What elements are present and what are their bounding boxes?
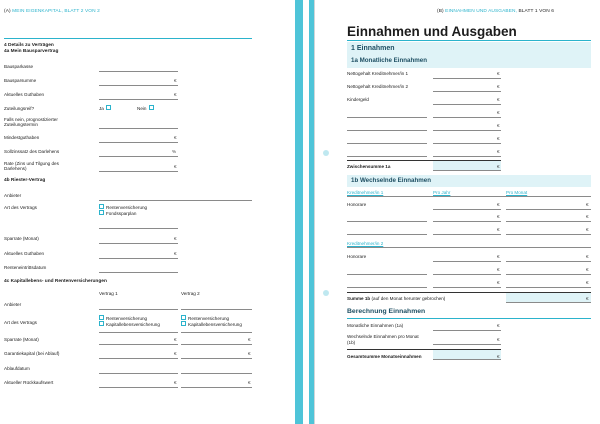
k2-extra-2-label-field[interactable]: [347, 287, 427, 288]
k1-extra-2-label-field[interactable]: [347, 234, 427, 235]
nettogehalt-1-field[interactable]: [433, 78, 501, 79]
summe-1b-field[interactable]: [506, 293, 591, 303]
k2-extra-1-label-field[interactable]: [347, 274, 427, 275]
right-page-header: [437, 9, 554, 15]
k2-extra-1-monat-unit: €: [586, 267, 589, 272]
vertrag-2-rueckkaufswert-field[interactable]: [181, 387, 252, 388]
zuteilungstermin-field[interactable]: [99, 128, 178, 129]
riester-anbieter-label: Anbieter: [4, 193, 22, 198]
monatliche-einnahmen-unit: €: [497, 323, 500, 328]
left-page: [0, 0, 295, 424]
zuteilung-no-label: Nein: [137, 106, 147, 111]
extra-income-4-field[interactable]: [433, 156, 501, 157]
riester-guthaben-label: Aktuelles Guthaben: [4, 251, 45, 256]
vertrag-1-kapitalleben-label: Kapitallebensversicherung: [106, 322, 160, 327]
col-pro-jahr: Pro Jahr: [433, 190, 451, 195]
gesamtsumme-label: Gesamtsumme Monatseinnahmen: [347, 354, 422, 359]
vertrag-1-kapitalleben-checkbox[interactable]: [99, 321, 104, 326]
col-pro-monat: Pro Monat: [506, 190, 528, 195]
riester-art-label: Art des Vertrags: [4, 205, 37, 210]
k2-extra-1-jahr-field[interactable]: [433, 274, 501, 275]
col-header-rule: [347, 196, 591, 197]
riester-art-field[interactable]: [99, 228, 178, 229]
sollzinssatz-field[interactable]: [99, 156, 178, 157]
extra-income-2-unit: €: [497, 123, 500, 128]
extra-income-1-label-field[interactable]: [347, 117, 427, 118]
extra-income-4-unit: €: [497, 149, 500, 154]
vertrag-1-garantiekapital-field[interactable]: [99, 358, 178, 359]
extra-income-2-label-field[interactable]: [347, 130, 427, 131]
binding-stripe-left: [295, 0, 303, 424]
zuteilung-no-checkbox[interactable]: [149, 105, 154, 110]
summe-1b-unit: €: [586, 296, 589, 301]
section-4a-title: 4a Mein Bausparvertrag: [4, 49, 59, 54]
monatliche-einnahmen-field[interactable]: [433, 330, 501, 331]
zuteilungsreif-label: Zuteilungsreif?: [4, 106, 35, 111]
vertrag-1-ablaufdatum-field[interactable]: [99, 373, 178, 374]
zuteilung-yes-checkbox[interactable]: [106, 105, 111, 110]
vertrag-1-rentenversicherung-checkbox[interactable]: [99, 315, 104, 320]
riester-guthaben-unit: €: [174, 251, 177, 256]
extra-income-3-field[interactable]: [433, 143, 501, 144]
riester-fondssparplan-checkbox[interactable]: [99, 210, 104, 215]
vertrag-2-kapitalleben-label: Kapitallebensversicherung: [188, 322, 242, 327]
section-1-title: 1 Einnahmen: [351, 45, 395, 52]
kindergeld-unit: €: [497, 97, 500, 102]
extra-income-4-label-field[interactable]: [347, 156, 427, 157]
nettogehalt-2-field[interactable]: [433, 91, 501, 92]
k2-header-rule: [347, 247, 591, 248]
riester-guthaben-field[interactable]: [99, 258, 178, 259]
extra-income-2-field[interactable]: [433, 130, 501, 131]
bausparsumme-label: Bausparsumme: [4, 78, 37, 83]
riester-sparrate-unit: €: [174, 236, 177, 241]
vertrag-1-rueckkaufswert-unit: €: [174, 380, 177, 385]
rate-unit: €: [174, 164, 177, 169]
bausparsumme-field[interactable]: [99, 85, 178, 86]
k2-extra-2-monat-unit: €: [586, 280, 589, 285]
vertrag-2-garantiekapital-field[interactable]: [181, 358, 252, 359]
wechselnde-einnahmen-unit: €: [497, 337, 500, 342]
vertrag-1-anbieter-field[interactable]: [99, 309, 178, 310]
k1-extra-2-jahr-unit: €: [497, 227, 500, 232]
zuteilungstermin-label-1: Falls nein, prognostizierter: [4, 117, 58, 122]
guthaben-field[interactable]: [99, 99, 178, 100]
right-header-title: EINNAHMEN UND AUSGABEN,: [445, 9, 518, 14]
kindergeld-field[interactable]: [433, 104, 501, 105]
ablaufdatum-label: Ablaufdatum: [4, 366, 30, 371]
k1-extra-1-jahr-unit: €: [497, 214, 500, 219]
kindergeld-label: Kindergeld: [347, 97, 369, 102]
honorare-1-jahr-field[interactable]: [433, 209, 501, 210]
wechselnde-einnahmen-label: Wechselnde Einnahmen pro Monat: [347, 334, 419, 339]
extra-income-3-unit: €: [497, 136, 500, 141]
honorare-1-label: Honorare: [347, 202, 367, 207]
k1-extra-1-jahr-field[interactable]: [433, 221, 501, 222]
summe-1b-label-note: (auf den Monat herunter gebrochen): [371, 296, 446, 301]
honorare-2-jahr-field[interactable]: [433, 261, 501, 262]
k1-extra-1-monat-unit: €: [586, 214, 589, 219]
honorare-2-label: Honorare: [347, 254, 367, 259]
vertrag-2-garantiekapital-unit: €: [248, 351, 251, 356]
right-header-suffix: BLATT 1 VON 6: [518, 9, 554, 14]
sollzinssatz-unit: %: [172, 149, 177, 154]
riester-sparrate-label: Sparrate (Monat): [4, 236, 39, 241]
riester-anbieter-field[interactable]: [99, 200, 252, 201]
k1-extra-1-label-field[interactable]: [347, 221, 427, 222]
honorare-2-jahr-unit: €: [497, 254, 500, 259]
bausparkasse-label: Bausparkasse: [4, 64, 34, 69]
vertrag-2-header: Vertrag 2: [181, 291, 200, 296]
wechselnde-einnahmen-label-2: (1b): [347, 340, 356, 345]
bausparsumme-unit: €: [174, 78, 177, 83]
honorare-2-monat-unit: €: [586, 254, 589, 259]
vertrag-2-anbieter-field[interactable]: [181, 309, 252, 310]
right-header-marker: (B): [437, 9, 444, 14]
k2-extra-2-monat-field[interactable]: [506, 287, 591, 288]
left-header-title: MEIN EIGENKAPITAL, BLATT 2 VON 2: [12, 9, 100, 14]
summe-1b-label: [347, 296, 445, 301]
k2-extra-2-jahr-unit: €: [497, 280, 500, 285]
honorare-2-monat-field[interactable]: [506, 261, 591, 262]
k1-extra-2-monat-field[interactable]: [506, 234, 591, 235]
zuteilungstermin-label-2: Zuteilungstermin: [4, 122, 38, 127]
vertrag-2-rentenversicherung-label: Rentenversicherung: [188, 316, 230, 321]
honorare-1-monat-field[interactable]: [506, 209, 591, 210]
extra-income-1-unit: €: [497, 110, 500, 115]
section-4b-title: 4b Riester-Vertrag: [4, 178, 46, 183]
rate-label-2: Darlehens): [4, 166, 27, 171]
nettogehalt-1-unit: €: [497, 71, 500, 76]
vertrag-1-rueckkaufswert-field[interactable]: [99, 387, 178, 388]
guthaben-label: Aktuelles Guthaben: [4, 92, 45, 97]
vertrag-2-kapitalleben-checkbox[interactable]: [181, 321, 186, 326]
berechnung-title: Berechnung Einnahmen: [347, 308, 426, 315]
bausparkasse-field[interactable]: [99, 71, 178, 72]
riester-fondssparplan-label: Fondssparplan: [106, 211, 137, 216]
garantiekapital-label: Garantiekapital (bei Ablauf): [4, 351, 60, 356]
vertrag-2-rentenversicherung-checkbox[interactable]: [181, 315, 186, 320]
rate-label-1: Rate (Zins und Tilgung des: [4, 161, 59, 166]
k2-extra-2-jahr-field[interactable]: [433, 287, 501, 288]
right-page: [315, 0, 600, 424]
nettogehalt-2-unit: €: [497, 84, 500, 89]
zwischensumme-label: Zwischensumme 1a: [347, 164, 391, 169]
mindestguthaben-unit: €: [174, 135, 177, 140]
k1-extra-2-monat-unit: €: [586, 227, 589, 232]
riester-rentenversicherung-label: Rentenversicherung: [106, 205, 148, 210]
vertrag-anbieter-label: Anbieter: [4, 302, 22, 307]
left-section-rule: [4, 38, 252, 39]
sollzinssatz-label: Sollzinssatz des Darlehens: [4, 149, 60, 154]
vertrag-1-garantiekapital-unit: €: [174, 351, 177, 356]
summe-1b-label-bold: Summe 1b: [347, 296, 371, 301]
vertrag-1-rentenversicherung-label: Rentenversicherung: [106, 316, 148, 321]
k1-extra-2-jahr-field[interactable]: [433, 234, 501, 235]
left-page-header: [4, 9, 100, 15]
zwischensumme-field[interactable]: [433, 161, 501, 171]
vertrag-2-rueckkaufswert-unit: €: [248, 380, 251, 385]
nettogehalt-1-label: Nettogehalt Kreditnehmer/in 1: [347, 71, 409, 76]
gesamtsumme-field[interactable]: [433, 350, 501, 360]
col-kreditnehmer-2: Kreditnehmer/in 2: [347, 241, 384, 246]
mindestguthaben-field[interactable]: [99, 142, 178, 143]
extra-income-1-field[interactable]: [433, 117, 501, 118]
page-title: Einnahmen und Ausgaben: [347, 24, 517, 39]
left-header-marker: (A): [4, 9, 11, 14]
vertrag-sparrate-label: Sparrate (Monat): [4, 337, 39, 342]
guthaben-unit: €: [174, 92, 177, 97]
riester-sparrate-field[interactable]: [99, 243, 178, 244]
extra-income-3-label-field[interactable]: [347, 143, 427, 144]
rueckkaufswert-label: Aktueller Rückkaufswert: [4, 380, 54, 385]
wechselnde-einnahmen-field[interactable]: [433, 344, 501, 345]
zwischensumme-unit: €: [497, 164, 500, 169]
honorare-1-monat-unit: €: [586, 202, 589, 207]
k1-extra-1-monat-field[interactable]: [506, 221, 591, 222]
vertrag-2-sparrate-field[interactable]: [181, 344, 252, 345]
section-1a-title: 1a Monatliche Einnahmen: [351, 57, 427, 64]
vertrag-2-ablaufdatum-field[interactable]: [181, 373, 252, 374]
vertrag-2-sparrate-unit: €: [248, 337, 251, 342]
vertrag-1-header: Vertrag 1: [99, 291, 118, 296]
nettogehalt-2-label: Nettogehalt Kreditnehmer/in 2: [347, 84, 409, 89]
k2-extra-1-jahr-unit: €: [497, 267, 500, 272]
berechnung-rule: [347, 318, 591, 319]
col-kreditnehmer-1: Kreditnehmer/in 1: [347, 190, 384, 195]
riester-rentenversicherung-checkbox[interactable]: [99, 204, 104, 209]
zuteilung-yes-label: Ja: [99, 106, 104, 111]
vertrag-2-art-field[interactable]: [181, 332, 252, 333]
honorare-1-jahr-unit: €: [497, 202, 500, 207]
section-4-title: 4 Details zu Verträgen: [4, 43, 54, 48]
vertrag-art-label: Art des Vertrags: [4, 320, 37, 325]
section-4c-title: 4c Kapitallebens- und Rentenversicherungen: [4, 279, 107, 284]
vertrag-1-sparrate-unit: €: [174, 337, 177, 342]
renteneintritt-field[interactable]: [99, 272, 178, 273]
renteneintritt-label: Renteneintrittsdatum: [4, 265, 47, 270]
mindestguthaben-label: Mindestguthaben: [4, 135, 40, 140]
vertrag-1-art-field[interactable]: [99, 332, 178, 333]
rate-field[interactable]: [99, 171, 178, 172]
vertrag-1-sparrate-field[interactable]: [99, 344, 178, 345]
monatliche-einnahmen-label: Monatliche Einnahmen (1a): [347, 323, 404, 328]
section-1b-title: 1b Wechselnde Einnahmen: [351, 177, 431, 184]
k2-extra-1-monat-field[interactable]: [506, 274, 591, 275]
gesamtsumme-unit: €: [497, 354, 500, 359]
